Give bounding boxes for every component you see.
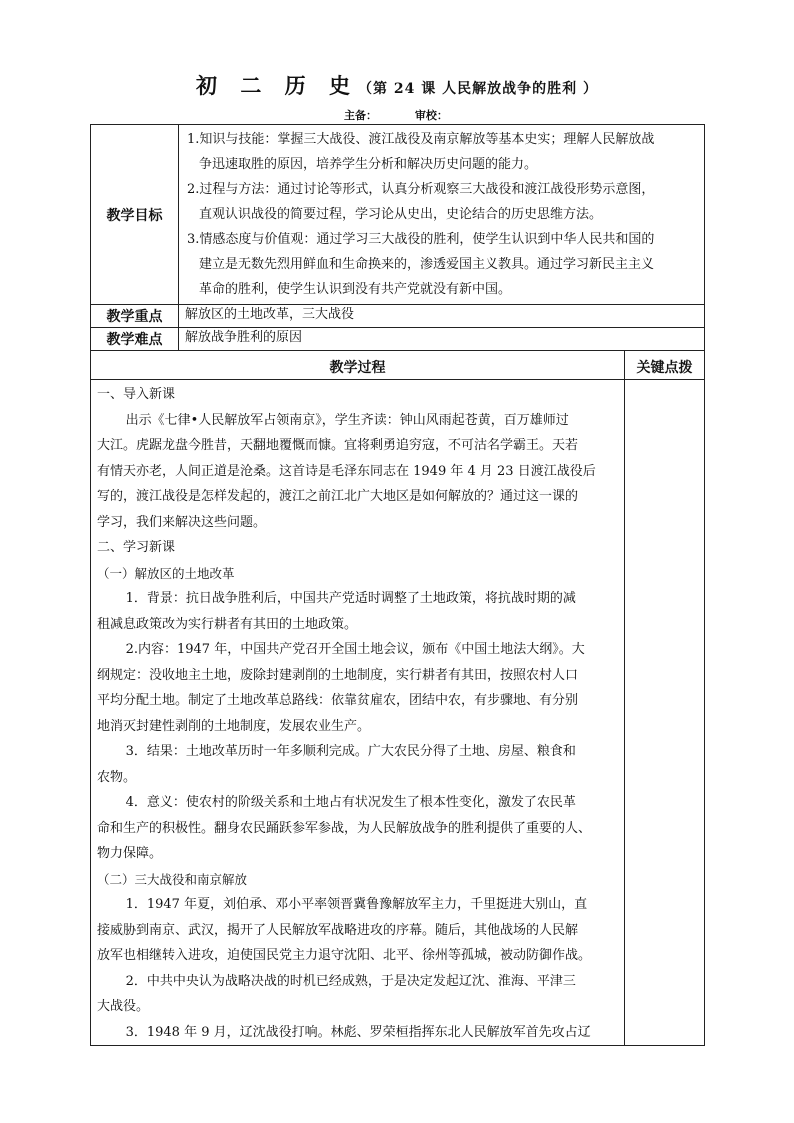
objective-2-line1: 2.过程与方法：通过讨论等形式，认真分析观察三大战役和渡江战役形势示意图， <box>187 182 655 197</box>
focus-text: 解放区的土地改革，三大战役 <box>179 305 705 328</box>
section-2-title: 二、学习新课 <box>97 540 176 555</box>
objective-3-line1: 3.情感态度与价值观：通过学习三大战役的胜利，使学生认识到中华人民共和国的 <box>187 232 655 247</box>
a4-line-2: 命和生产的积极性。翻身农民踊跃参军参战，为人民解放战争的胜利提供了重要的人、 <box>97 820 592 836</box>
process-header: 教学过程 <box>91 351 625 380</box>
host-label: 主备： <box>344 109 377 122</box>
process-content <box>91 380 625 1046</box>
s1-line-4: 写的，渡江战役是怎样发起的，渡江之前江北广大地区是如何解放的？通过这一课的 <box>97 489 579 504</box>
s1-line-2: 大江。虎踞龙盘今胜昔，天翻地覆慨而慷。宜将剩勇追穷寇，不可沽名学霸王。天若 <box>97 438 579 453</box>
objectives-row <box>91 125 705 305</box>
b1-line-3: 放军也相继转入进攻，迫使国民党主力退守沈阳、北平、徐州等孤城，被动防御作战。 <box>97 948 592 963</box>
objectives-label: 教学目标 <box>91 125 179 305</box>
objective-3-line2: 建立是无数先烈用鲜血和生命换来的，渗透爱国主义教具。通过学习新民主主义 <box>199 257 655 272</box>
meta-line <box>344 107 482 123</box>
a3-line-1: 3．结果：土地改革历时一年多顺利完成。广大农民分得了土地、房屋、粮食和 <box>125 744 576 759</box>
focus-row <box>91 305 705 328</box>
key-points-cell <box>625 380 705 1046</box>
b2-line-2: 大战役。 <box>97 999 150 1014</box>
lesson-table <box>90 124 705 1046</box>
subsection-b-title: （二）三大战役和南京解放 <box>97 871 248 887</box>
page-title <box>0 70 794 100</box>
title-sub: （第 24 课 人民解放战争的胜利 ） <box>357 81 598 97</box>
key-points-header: 关键点拨 <box>625 351 705 380</box>
objective-3-line3: 革命的胜利，使学生认识到没有共产党就没有新中国。 <box>199 282 512 297</box>
s1-line-5: 学习，我们来解决这些问题。 <box>97 514 267 530</box>
process-row <box>91 380 705 1046</box>
objectives-content <box>179 125 705 305</box>
focus-label: 教学重点 <box>91 305 179 328</box>
objective-2-line2: 直观认识战役的简要过程，学习论从史出，史论结合的历史思维方法。 <box>199 207 603 222</box>
a2-line-1: 2.内容：1947 年，中国共产党召开全国土地会议，颁布《中国土地法大纲》。大 <box>125 642 585 657</box>
objective-1-line2: 争迅速取胜的原因，培养学生分析和解决历史问题的能力。 <box>199 157 538 172</box>
review-label: 审校： <box>414 109 448 122</box>
a4-line-1: 4．意义：使农村的阶级关系和土地占有状况发生了根本性变化，激发了农民革 <box>125 795 576 810</box>
difficulty-text: 解放战争胜利的原因 <box>179 328 705 351</box>
b1-line-1: 1．1947 年夏，刘伯承、邓小平率领晋冀鲁豫解放军主力，千里挺进大别山，直 <box>125 897 588 912</box>
a2-line-3: 平均分配土地。制定了土地改革总路线：依靠贫雇农，团结中农，有步骤地、有分别 <box>97 693 579 708</box>
b2-line-1: 2．中共中央认为战略决战的时机已经成熟，于是决定发起辽沈、淮海、平津三 <box>125 973 576 989</box>
difficulty-row <box>91 328 705 351</box>
a2-line-2: 纲规定：没收地主土地，废除封建剥削的土地制度，实行耕者有其田，按照农村人口 <box>97 667 579 683</box>
a1-line-1: 1．背景：抗日战争胜利后，中国共产党适时调整了土地政策，将抗战时期的减 <box>125 591 576 606</box>
b3-line-1: 3．1948 年 9 月，辽沈战役打响。林彪、罗荣桓指挥东北人民解放军首先攻占辽 <box>125 1024 591 1040</box>
title-main: 初 二 历 史 <box>196 73 358 98</box>
a3-line-2: 农物。 <box>97 769 137 785</box>
s1-line-1: 出示《七律•人民解放军占领南京》，学生齐读：钟山风雨起苍黄，百万雄师过 <box>125 412 569 428</box>
a1-line-2: 租减息政策改为实行耕者有其田的土地政策。 <box>97 616 358 632</box>
a2-line-4: 地消灭封建性剥削的土地制度，发展农业生产。 <box>97 718 371 734</box>
b1-line-2: 接威胁到南京、武汉，揭开了人民解放军战略进攻的序幕。随后，其他战场的人民解 <box>97 922 579 938</box>
subsection-a-title: （一）解放区的土地改革 <box>97 565 235 581</box>
difficulty-label: 教学难点 <box>91 328 179 351</box>
objective-1-line1: 1.知识与技能：掌握三大战役、渡江战役及南京解放等基本史实；理解人民解放战 <box>187 132 655 147</box>
section-1-title: 一、导入新课 <box>97 387 176 402</box>
s1-line-3: 有情天亦老，人间正道是沧桑。这首诗是毛泽东同志在 1949 年 4 月 23 日渡江战役后 <box>97 463 596 479</box>
a4-line-3: 物力保障。 <box>97 846 163 861</box>
process-header-row <box>91 351 705 380</box>
